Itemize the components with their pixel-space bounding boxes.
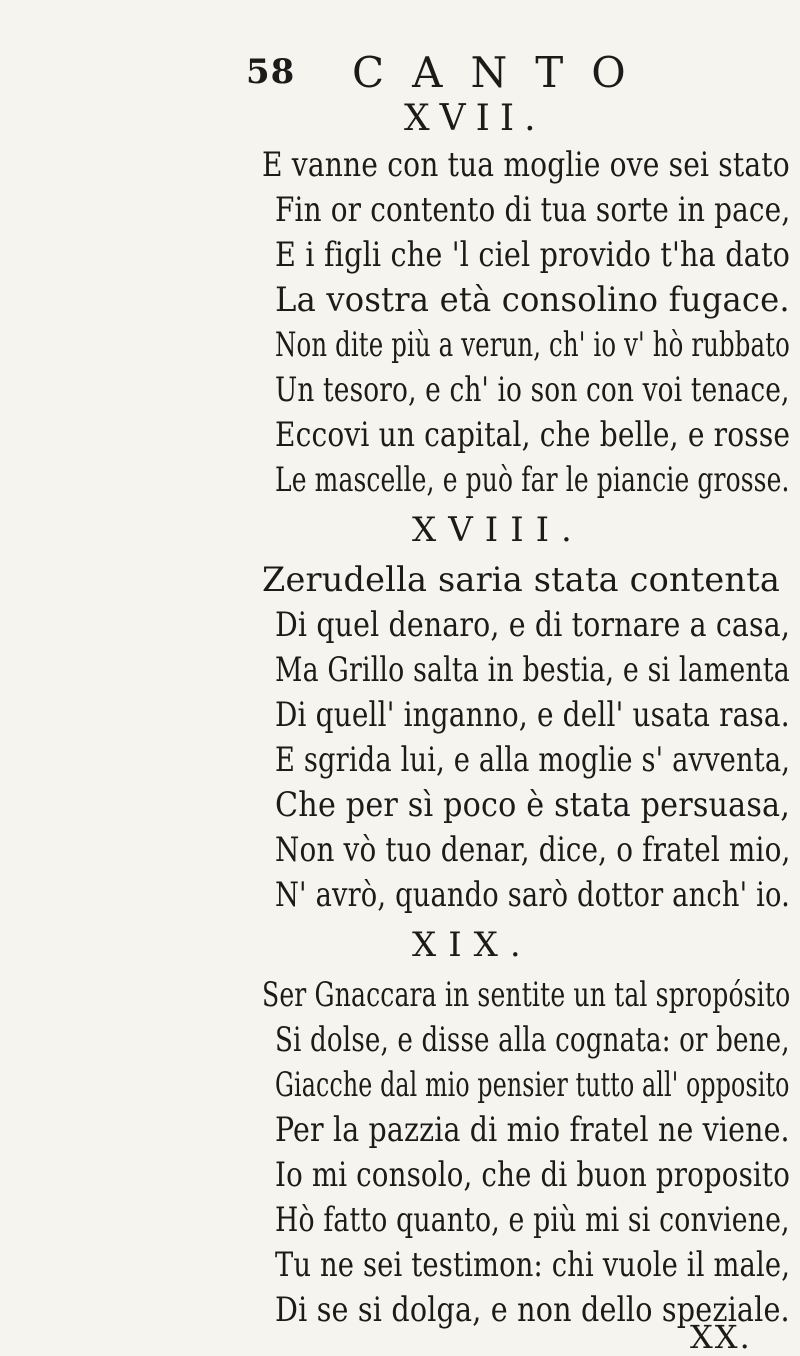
stanza-number: XIX. [412, 925, 533, 965]
verse-line: Non dite più a verun, ch' io v' hò rubbato [275, 325, 790, 364]
verse-line: Le mascelle, e può far le piancie grosse. [275, 460, 790, 499]
verse-line: Che per sì poco è stata persuasa, [275, 785, 791, 824]
verse-line: Hò fatto quanto, e più mi si conviene, [275, 1200, 790, 1239]
verse-line: Tu ne sei testimon: chi vuole il male, [275, 1245, 791, 1284]
verse-line: Io mi consolo, che di buon proposito [275, 1155, 791, 1194]
page-number: 58 [246, 52, 296, 92]
verse-line: E vanne con tua moglie ove sei stato [262, 145, 790, 184]
verse-line: Giacche dal mio pensier tutto all' opposito [275, 1065, 790, 1104]
running-title: CANTO [352, 48, 654, 97]
verse-line: La vostra età consolino fugace. [275, 280, 790, 319]
verse-line: Di quel denaro, e di tornare a casa, [275, 605, 791, 644]
verse-line: Fin or contento di tua sorte in pace, [275, 190, 791, 229]
canto-number: XVII. [404, 98, 546, 139]
catchword: XX. [690, 1318, 752, 1356]
verse-line: Un tesoro, e ch' io son con voi tenace, [275, 370, 790, 409]
verse-line: Ser Gnaccara in sentite un tal spropósito [262, 975, 791, 1014]
verse-line: E i figli che 'l ciel provido t'ha dato [275, 235, 791, 274]
verse-line: Per la pazzia di mio fratel ne viene. [275, 1110, 790, 1149]
stanza-number: XVIII. [412, 510, 584, 550]
verse-line: N' avrò, quando sarò dottor anch' io. [275, 875, 790, 914]
verse-line: Di se si dolga, e non dello speziale. [275, 1290, 790, 1329]
verse-line: Si dolse, e disse alla cognata: or bene, [275, 1020, 790, 1059]
verse-line: Non vò tuo denar, dice, o fratel mio, [275, 830, 791, 869]
verse-line: Di quell' inganno, e dell' usata rasa. [275, 695, 790, 734]
verse-line: Eccovi un capital, che belle, e rosse [275, 415, 791, 454]
verse-line: E sgrida lui, e alla moglie s' avventa, [275, 740, 791, 779]
verse-line: Ma Grillo salta in bestia, e si lamenta [275, 650, 790, 689]
verse-line: Zerudella saria stata contenta [262, 560, 781, 599]
